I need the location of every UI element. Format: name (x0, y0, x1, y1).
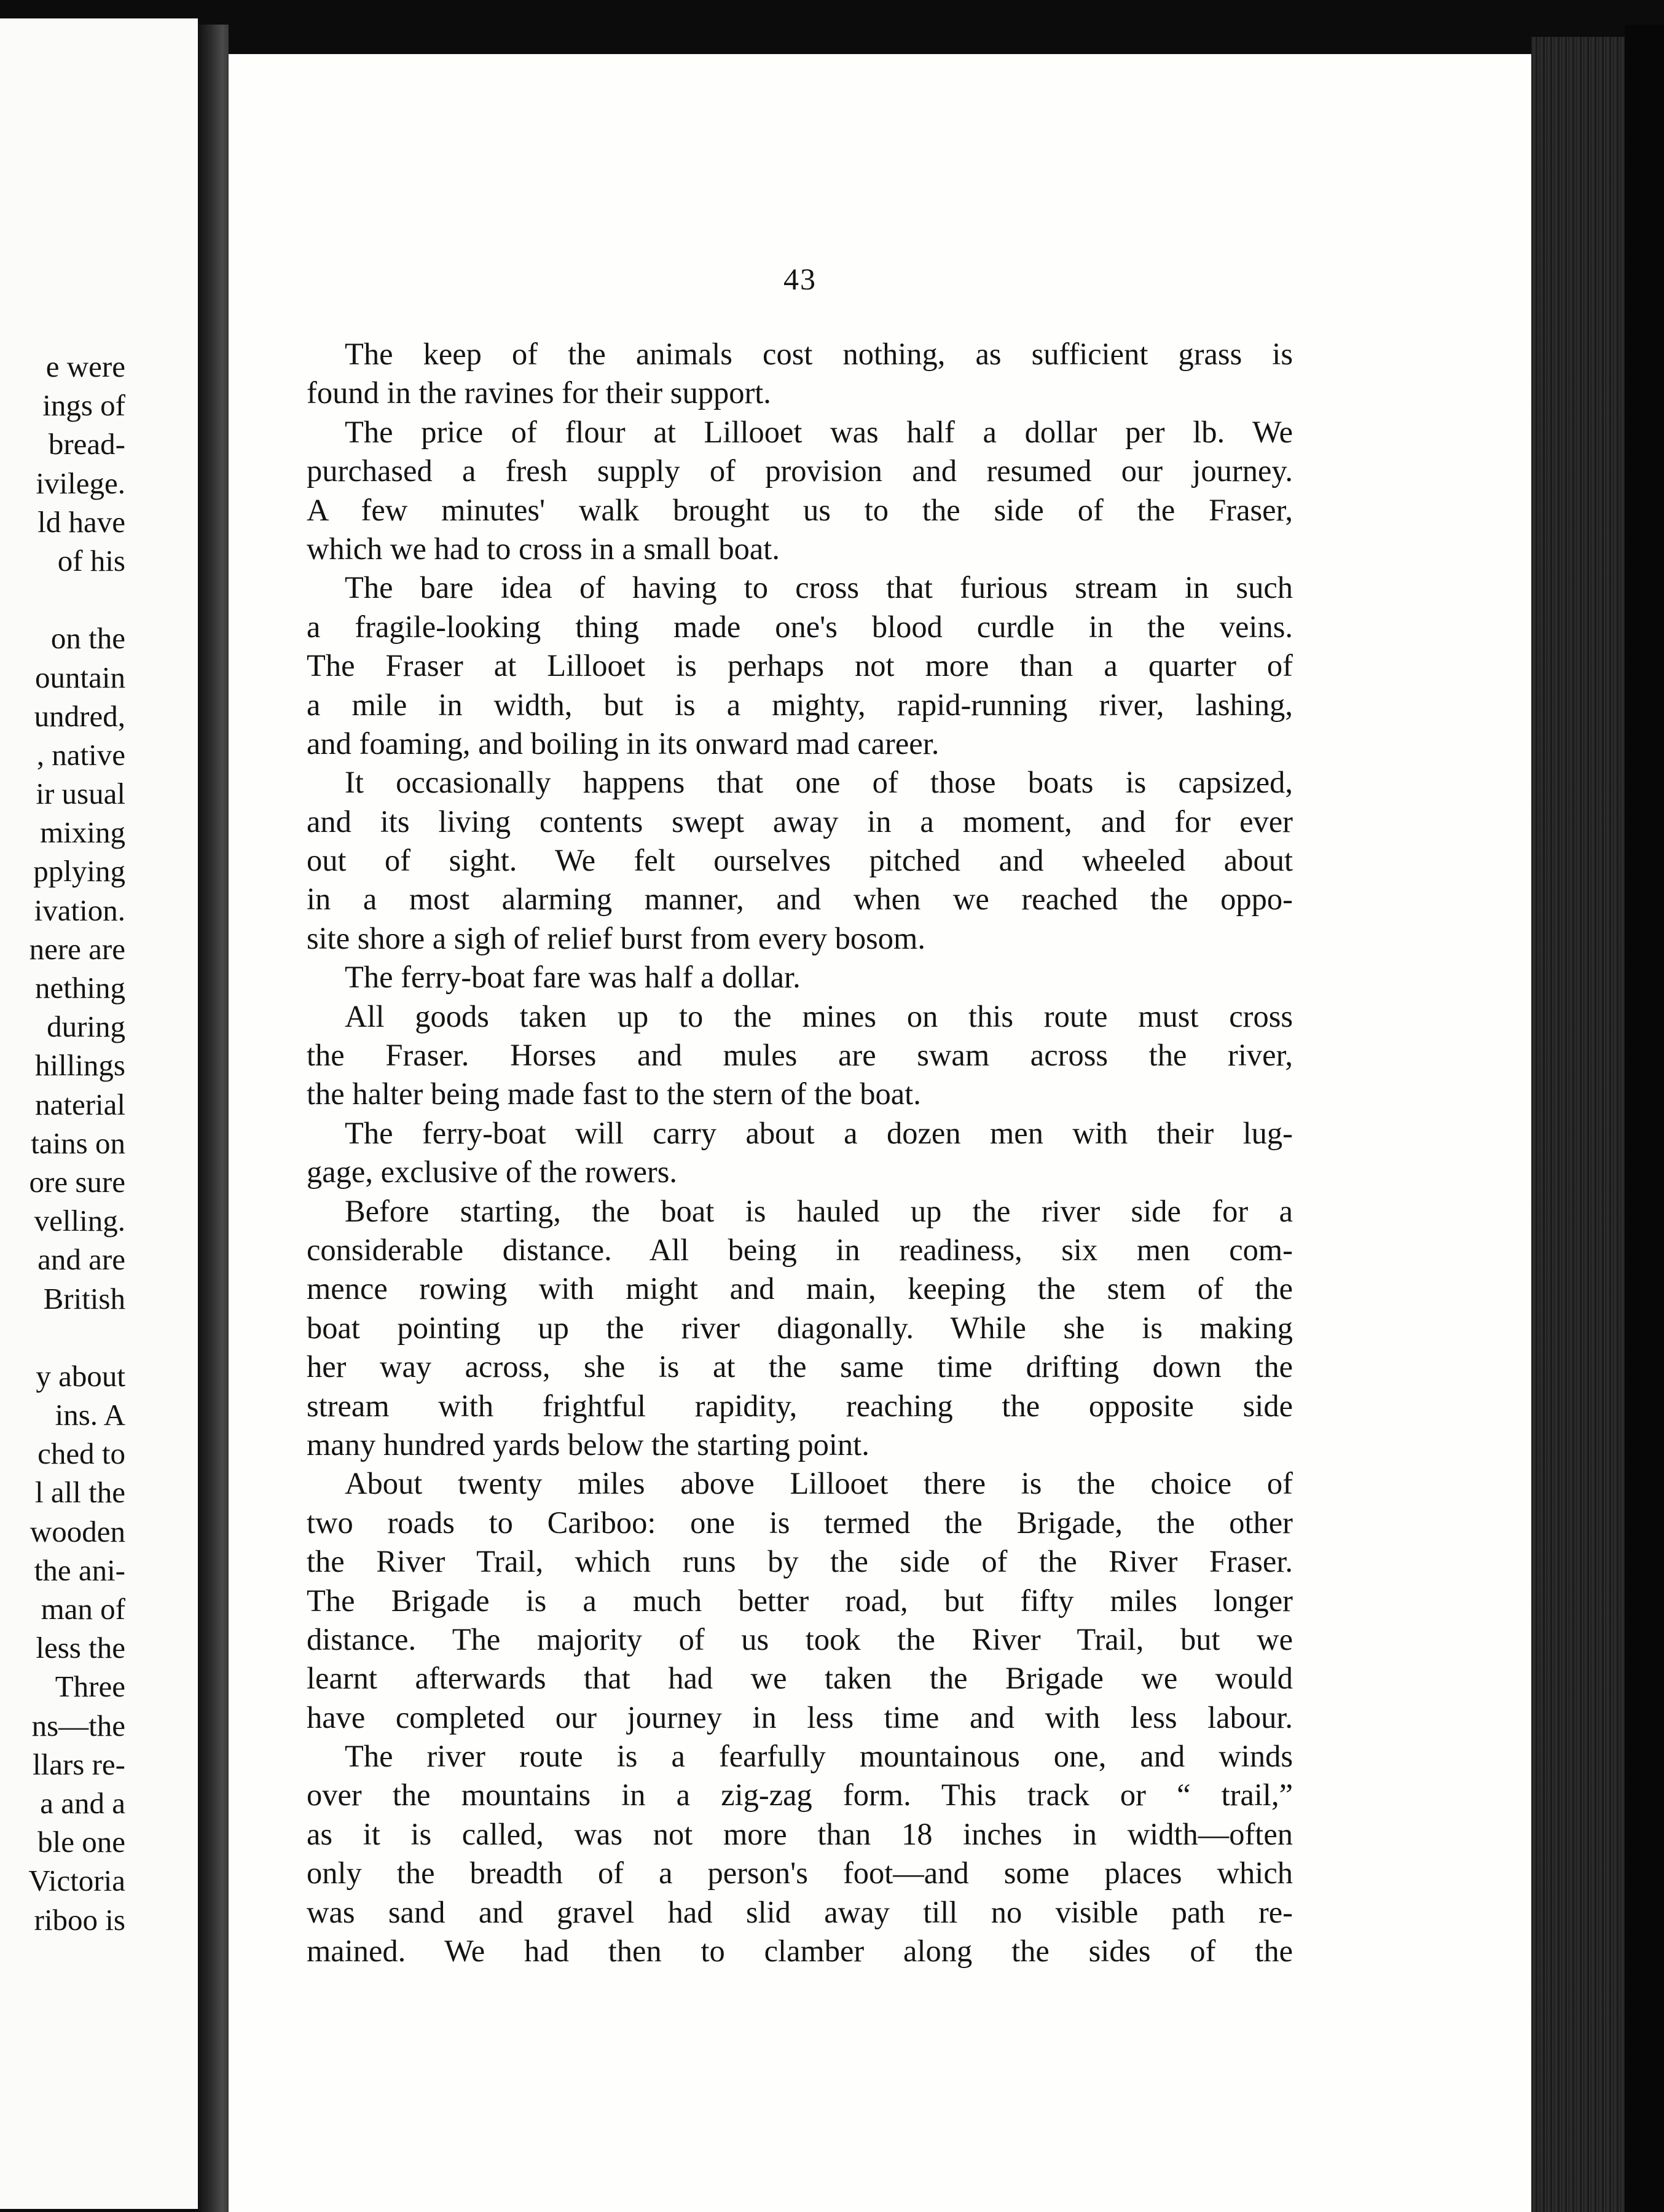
book-gutter (198, 25, 229, 2212)
left-page-line: ings of (42, 388, 125, 423)
left-page-line: pplying (33, 854, 125, 888)
text-line: Before starting, the boat is hauled up the river side for a (345, 1193, 1293, 1228)
text-line: The ferry-boat will carry about a dozen men with their lug- (345, 1115, 1293, 1150)
text-line: gage, exclusive of the rowers. (307, 1155, 677, 1190)
left-page-line: ins. A (55, 1398, 125, 1432)
text-line: site shore a sigh of relief burst from every bosom. (307, 920, 925, 955)
text-line: It occasionally happens that one of those boats is capsized, (345, 765, 1293, 800)
left-page-line: hillings (34, 1048, 125, 1083)
left-page-line: ore sure (29, 1164, 125, 1199)
text-line: The Fraser at Lillooet is perhaps not more than a quarter of (307, 648, 1293, 683)
text-line: purchased a fresh supply of provision and resumed our journey. (307, 453, 1293, 488)
left-page-line: man of (41, 1592, 125, 1626)
left-page-line: nere are (29, 931, 125, 966)
left-page-line: nething (35, 971, 125, 1005)
left-page-line: mixing (40, 815, 125, 850)
text-line: her way across, she is at the same time drifting down the (307, 1349, 1293, 1384)
text-line: The ferry-boat fare was half a dollar. (345, 960, 801, 995)
book-cover-edge (1625, 25, 1664, 2212)
left-page (0, 18, 198, 2209)
left-page-line: wooden (29, 1514, 125, 1548)
text-line: stream with frightful rapidity, reaching the opposite side (307, 1388, 1293, 1423)
text-line: over the mountains in a zig-zag form. This track or “ trail,” (307, 1778, 1293, 1813)
left-page-line (0, 580, 125, 619)
left-page-line: velling. (34, 1204, 125, 1238)
text-line: The Brigade is a much better road, but fifty miles longer (307, 1583, 1293, 1618)
text-line: The keep of the animals cost nothing, as sufficient grass is (345, 337, 1293, 371)
left-page-line: , native (36, 737, 125, 772)
left-page-line: ns—the (31, 1708, 125, 1743)
text-line: and foaming, and boiling in its onward mad career. (307, 726, 940, 761)
left-page-line: during (47, 1010, 125, 1044)
body-text (307, 335, 1293, 1971)
left-page-line: y about (36, 1359, 125, 1393)
left-page-line: a and a (40, 1786, 125, 1820)
text-line: the River Trail, which runs by the side of the River Fraser. (307, 1544, 1293, 1579)
text-line: A few minutes' walk brought us to the side of the Fraser, (307, 492, 1293, 527)
text-line: out of sight. We felt ourselves pitched and wheeled about (307, 843, 1293, 878)
text-line: considerable distance. All being in readiness, six men com- (307, 1232, 1293, 1267)
text-line: which we had to cross in a small boat. (307, 531, 780, 566)
text-line: mence rowing with might and main, keeping the stem of the (307, 1271, 1293, 1306)
left-page-line: ivation. (34, 893, 125, 927)
page-edges (1531, 37, 1625, 2212)
left-page-line: llars re- (33, 1747, 125, 1781)
text-line: The bare idea of having to cross that furious stream in such (345, 570, 1293, 605)
text-line: found in the ravines for their support. (307, 375, 771, 410)
left-page-line: tains on (31, 1126, 125, 1160)
page-number: 43 (783, 262, 817, 296)
left-page-line: naterial (35, 1087, 125, 1121)
text-line: was sand and gravel had slid away till no visible path re- (307, 1894, 1293, 1929)
left-page-line: undred, (34, 699, 125, 733)
left-page-line: ld have (37, 504, 125, 539)
left-page-line: of his (57, 543, 125, 578)
text-line: the halter being made fast to the stern of the boat. (307, 1077, 921, 1112)
left-page-line: Victoria (28, 1864, 125, 1898)
text-line: the Fraser. Horses and mules are swam across the river, (307, 1038, 1293, 1073)
text-line: and its living contents swept away in a moment, and for ever (307, 804, 1293, 839)
left-page-line: ble one (37, 1825, 125, 1859)
left-page-line: ountain (35, 660, 125, 694)
text-line: mained. We had then to clamber along the sides of the (307, 1934, 1293, 1969)
left-page-line: on the (50, 621, 125, 656)
text-line: only the breadth of a person's foot—and some places which (307, 1856, 1293, 1891)
left-page-line: e were (45, 350, 125, 383)
left-page-line: ivilege. (36, 466, 125, 500)
left-page-text-column (0, 347, 125, 1939)
text-line: two roads to Cariboo: one is termed the Brigade, the other (307, 1505, 1293, 1540)
text-line: The river route is a fearfully mountainous one, and winds (345, 1739, 1293, 1774)
left-page-line: British (43, 1281, 125, 1316)
text-line: distance. The majority of us took the River Trail, but we (307, 1622, 1293, 1657)
left-page-line (0, 1318, 125, 1357)
left-page-line: ched to (37, 1437, 125, 1471)
left-page-line: the ani- (34, 1553, 125, 1587)
text-line: learnt afterwards that had we taken the Brigade we would (307, 1661, 1293, 1696)
left-page-line: Three (55, 1669, 125, 1704)
text-line: as it is called, was not more than 18 inches in width—often (307, 1816, 1293, 1851)
left-page-line: less the (36, 1631, 125, 1665)
text-line: About twenty miles above Lillooet there is the choice of (345, 1466, 1293, 1501)
text-line: many hundred yards below the starting point. (307, 1427, 869, 1462)
text-line: a fragile-looking thing made one's blood curdle in the veins. (307, 609, 1293, 644)
text-line: All goods taken up to the mines on this route must cross (345, 998, 1293, 1033)
text-line: a mile in width, but is a mighty, rapid-running river, lashing, (307, 687, 1293, 722)
text-line: in a most alarming manner, and when we reached the oppo- (307, 882, 1293, 917)
left-page-line: and are (37, 1242, 125, 1277)
text-line: boat pointing up the river diagonally. While she is making (307, 1310, 1293, 1345)
left-page-line: riboo is (34, 1902, 125, 1937)
text-line: The price of flour at Lillooet was half a dollar per lb. We (345, 414, 1293, 449)
left-page-line: ir usual (36, 777, 125, 811)
left-page-line: bread- (48, 427, 125, 461)
left-page-line: l all the (35, 1475, 125, 1510)
text-line: have completed our journey in less time and with less labour. (307, 1700, 1293, 1735)
